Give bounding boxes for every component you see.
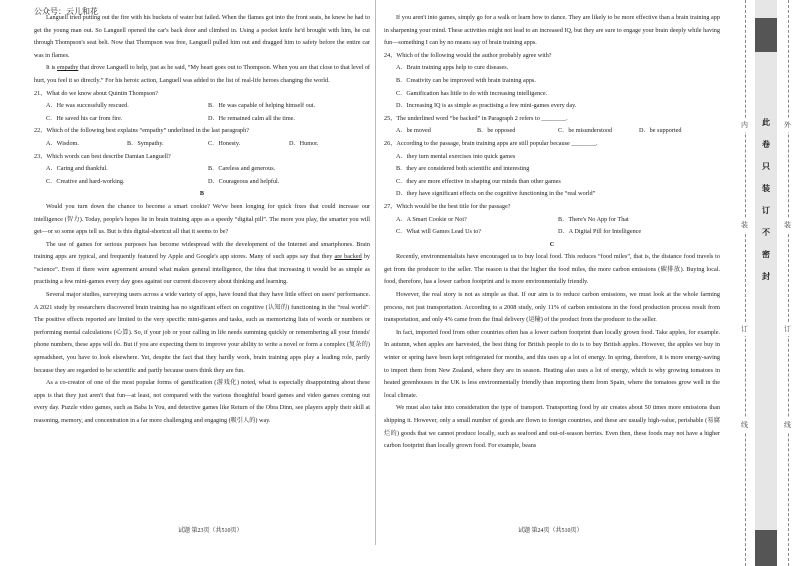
paragraph-text: The use of games for serious purposes has become widespread with the development of the Internet and smartphones. Brain training apps are typical, and frequently featured by Apple and Google's app stores. Many of such apps say that they: [34, 240, 370, 261]
option: A．they turn mental exercises into quick games: [396, 152, 516, 160]
page-header: 公众号：云儿和花: [34, 7, 98, 16]
outer-binding-label: 订: [784, 322, 791, 336]
paragraph: However, the real story is not as simple as that. If our aim is to reduce carbon emissions, we must look at the whole farming process, not just transportation. According to a 2008 study, only 11% of carbon emissions in the food production process result from transportation, and only 4% came from the final delivery (运输) of the product from the producer to the seller.: [384, 291, 720, 324]
inner-binding-label: 订: [741, 322, 748, 336]
question: 26、According to the passage, brain training apps are still popular because ________.: [384, 139, 598, 147]
option: C．be misunderstood: [558, 127, 613, 135]
paragraph: Recently, environmentalists have encouraged us to buy local food. This reduces “food miles”, that is, the distance food travels to get from the producer to the seller. The reason is that the higher the food miles, the more carbon emissions (碳排放). Buying local. food, therefore, has a lower carbon footprint and is more environmentally friendly.: [384, 253, 720, 286]
paragraph-text: that drove Languell to help, just as he said, “My heart goes out to Thompson. When you are that close to that level of hurt, you feel it so directly.” For his heroic action, Languell was added to the list of real-life heroes changing the world.: [34, 64, 370, 84]
inner-dashed-line: [745, 0, 746, 566]
option: B．be opposed: [477, 127, 516, 135]
option: C．they are more effective in shaping our minds than other games: [396, 177, 561, 185]
option: B．He was capable of helping himself out.: [208, 102, 316, 110]
right-column: [384, 12, 720, 453]
option: A．be moved: [396, 127, 431, 135]
option: D．Increasing IQ is as simple as practising a few mini-games every day.: [396, 102, 577, 110]
outer-binding-label: 外: [784, 118, 791, 132]
option: C．He saved his car from fire.: [46, 114, 123, 122]
option: C．What will Games Lead Us to?: [396, 228, 482, 236]
underlined-word: are backed: [334, 253, 362, 261]
option: D．Courageous and helpful.: [208, 177, 280, 185]
inner-binding-label: 线: [741, 418, 748, 432]
question: 24、Which of the following would the author probably agree with?: [384, 51, 552, 59]
question: 23、Which words can best describe Damian Languell?: [34, 152, 171, 160]
option: A．A Smart Cookie or Not?: [396, 215, 467, 223]
seal-char: 装: [762, 184, 770, 193]
column-divider: [375, 0, 376, 545]
footer-right: 试题 第24页（共510页）: [518, 528, 583, 534]
footer-left: 试题 第23页（共510页）: [178, 528, 243, 534]
seal-char: 只: [762, 162, 770, 171]
option-list: [384, 62, 720, 112]
seal-char: 卷: [762, 140, 770, 149]
seal-notice: [755, 112, 777, 288]
paragraph: Several major studies, surveying users across a wide variety of apps, have found that they have little effect on users' performance. A 2021 study by researchers discovered brain training has no significant effect on cognitive (认知的) functioning in the “real world”. The positive effects reported are limited to the very specific mini-games and tasks, such as memorizing lists of words or numbers or performing mental calculations (心算). So, if your job or your calling in life needs summing quickly or remembering all your friends' phone numbers, these apps will do. But if you are expecting them to improve your ability to write a novel or form a complex (复杂的) spreadsheet, you have to look elsewhere. Yet, despite the fact that they hardly work, brain training apps play a leading role, partly because they are regarded to be scientific and partly because users think they are fun.: [34, 291, 370, 374]
paragraph: Would you turn down the chance to become a smart cookie? We've been longing for quick fixes that could increase our intelligence (智力). Today, people's hopes lie in brain training apps as a speedy “digital pill”. The more you play, the smarter you will get—or so some apps tell us. But is this digital-shortcut all that it seems to be?: [34, 202, 370, 236]
outer-binding-label: 线: [784, 418, 791, 432]
option: D．they have significant effects on the cognitive functioning in the “real world”: [396, 190, 596, 198]
option: B．Careless and generous.: [208, 165, 276, 173]
seal-char: 不: [762, 228, 770, 237]
inner-binding-label: 内: [741, 118, 748, 132]
question: 22、Which of the following best explains “empathy” underlined in the last paragraph?: [34, 127, 249, 135]
outer-dashed-line: [788, 0, 789, 566]
option-list: [384, 125, 720, 138]
question: 21、What do we know about Quintin Thompson?: [34, 89, 158, 97]
seal-char: 密: [762, 250, 770, 259]
paragraph: [34, 239, 370, 289]
inner-binding-label: 装: [741, 218, 748, 232]
paragraph-text: by “science”. Even if there were agreement around what makes general intelligence, the idea that increasing it would be as simple as practising a few mini-games every day goes against our current discovery about thinking and learning.: [34, 253, 371, 286]
paragraph: In fact, imported food from other countries often has a lower carbon footprint than locally grown food. Take apples, for example. In autumn, when apples are harvested, the best thing for British people to do is to buy British apples. However, the apples we buy in winter or spring have been kept refrigerated for months, and this uses up a lot of energy. In spring, therefore, it is more energy-saving to import them from New Zealand, where they are in season. Heating also uses a lot of energy, which is why growing tomatoes in heated greenhouses in the UK is less environmentally friendly than importing them from Spain, where the tomatoes grow well in the local climate.: [384, 328, 720, 399]
section-label: C: [549, 240, 555, 248]
paragraph: If you aren't into games, simply go for a walk or learn how to dance. They are likely to be more effective than a brain training app in sharpening your mind. These activities might not lead to an increased IQ, but they are sure to engage your brain deeply while having fun—something I can by no means say of brain training apps.: [384, 14, 720, 47]
seal-char: 此: [762, 118, 770, 127]
option: A．Brain training apps help to cure diseases.: [396, 64, 509, 72]
option-list: [34, 138, 370, 151]
option-list: [34, 163, 370, 188]
option-list: [384, 214, 720, 239]
option: A．Wisdom.: [46, 139, 79, 147]
question: 27、Which would be the best title for the passage?: [384, 202, 511, 210]
option: B．There's No App for That: [558, 215, 629, 223]
option: B．Creativity can be improved with brain training apps.: [396, 76, 536, 84]
option: C．Creative and hard-working.: [46, 177, 125, 185]
option: B．they are considered both scientific and interesting: [396, 165, 530, 173]
binding-bottom-block: [755, 530, 777, 566]
option-list: [384, 151, 720, 201]
paragraph: Languell tried putting out the fire with his buckets of water but failed. When the flames got into the front seats, he knew he had to get the young man out. So Languell opened the car's back door and climbed in. Using a pocket knife he'd brought with him, he cut through Thompson's seat belt. Now that Thompson was free, Languell pulled him out and dragged him to safety before the entire car was in flames.: [34, 14, 370, 59]
binding-top-block: [755, 18, 777, 52]
paragraph-text: It is: [46, 64, 58, 72]
underlined-word: empathy: [57, 64, 79, 72]
paragraph: As a co-creator of one of the most popular forms of gamification (游戏化) noted, what is especially disappointing about these apps is that they just aren't that fun—at least, not compared with the various thoughtful board games and video games coming out every day. Puzzle video games, such as Baba Is You, and detective games like Return of the Obra Dinn, see players apply their skill at reasoning, memory, and concentration in a far more challenging and engaging (吸引人的) way.: [34, 379, 370, 424]
question: 25、The underlined word “be backed” in Paragraph 2 refers to ________.: [384, 114, 568, 122]
paragraph: [34, 62, 370, 87]
option: D．He remained calm all the time.: [208, 114, 295, 122]
option: B．Sympathy.: [127, 139, 164, 147]
left-column: [34, 12, 370, 428]
section-label: B: [199, 190, 205, 198]
option: A．Caring and thankful.: [46, 165, 108, 173]
outer-binding-label: 装: [784, 218, 791, 232]
paragraph: We must also take into consideration the type of transport. Transporting food by air creates about 50 times more emissions than shipping it. However, only a small number of goods are flown to foreign countries, and these are usually high-value, perishable (易腐烂的) goods that we cannot produce locally, such as seafood and out-of-season berries. Even then, these foods may not have a higher carbon footprint than locally grown food. For example, beans: [384, 404, 720, 450]
option: D．be supported: [639, 127, 682, 135]
seal-char: 订: [762, 206, 770, 215]
option: A．He was successfully rescued.: [46, 102, 129, 110]
option: D．A Digital Pill for Intelligence: [558, 228, 642, 236]
option: D．Humor.: [289, 139, 319, 147]
option: C．Gamification has little to do with increasing intelligence.: [396, 89, 548, 97]
option: C．Honesty.: [208, 139, 241, 147]
seal-char: 封: [762, 272, 770, 281]
option-list: [34, 100, 370, 125]
